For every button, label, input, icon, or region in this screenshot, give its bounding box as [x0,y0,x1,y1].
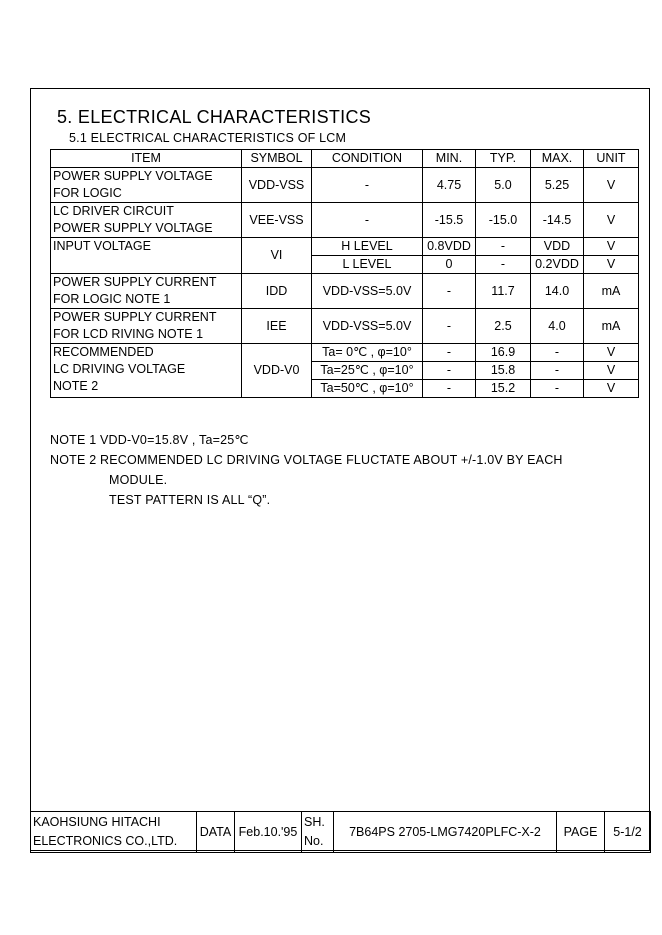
note-2: NOTE 2 RECOMMENDED LC DRIVING VOLTAGE FLUCTATE ABOUT +/-1.0V BY EACH [50,453,563,467]
table-row [51,168,639,203]
item-line: LC DRIVING VOLTAGE [53,362,186,376]
company-line: ELECTRONICS CO.,LTD. [33,834,178,848]
header-condition: CONDITION [312,150,423,168]
sheet-label-line: No. [304,834,324,848]
typ-cell: 15.2 [476,380,531,398]
item-cell: INPUT VOLTAGE [51,238,242,274]
header-min: MIN. [423,150,476,168]
condition-cell: L LEVEL [312,256,423,274]
symbol-cell: VI [242,238,312,274]
item-line: RECOMMENDED [53,345,154,359]
min-cell: - [423,344,476,362]
max-cell: - [531,380,584,398]
symbol-cell: IEE [242,309,312,344]
unit-cell: V [584,203,639,238]
condition-cell: - [312,203,423,238]
min-cell: - [423,362,476,380]
header-item: ITEM [51,150,242,168]
company-line: KAOHSIUNG HITACHI [33,815,161,829]
table-row [51,344,639,362]
symbol-cell: VDD-V0 [242,344,312,398]
table-header-row [51,150,639,168]
item-cell [51,168,242,203]
table-row [51,203,639,238]
table-row [51,274,639,309]
item-line: POWER SUPPLY CURRENT [53,310,217,324]
min-cell: 4.75 [423,168,476,203]
header-max: MAX. [531,150,584,168]
max-cell: VDD [531,238,584,256]
min-cell: 0 [423,256,476,274]
item-line: NOTE 2 [53,379,99,393]
typ-cell: 2.5 [476,309,531,344]
unit-cell: V [584,344,639,362]
min-cell: - [423,380,476,398]
electrical-characteristics-table [50,149,639,398]
item-cell [51,309,242,344]
condition-cell: Ta= 0℃ , φ=10° [312,344,423,362]
company-name [31,812,197,853]
max-cell: 5.25 [531,168,584,203]
page-label: PAGE [557,812,605,853]
typ-cell: 11.7 [476,274,531,309]
unit-cell: mA [584,309,639,344]
issue-date: Feb.10.'95 [235,812,302,853]
item-cell [51,344,242,398]
item-line: LC DRIVER CIRCUIT [53,204,174,218]
typ-cell: -15.0 [476,203,531,238]
item-line: POWER SUPPLY VOLTAGE [53,169,213,183]
max-cell: -14.5 [531,203,584,238]
item-cell [51,203,242,238]
page-number: 5-1/2 [605,812,651,853]
min-cell: - [423,309,476,344]
unit-cell: mA [584,274,639,309]
footer-title-block [30,811,651,853]
item-line: POWER SUPPLY CURRENT [53,275,217,289]
subsection-title: 5.1 ELECTRICAL CHARACTERISTICS OF LCM [69,131,347,145]
min-cell: - [423,274,476,309]
sheet-label-line: SH. [304,815,325,829]
symbol-cell: VDD-VSS [242,168,312,203]
unit-cell: V [584,256,639,274]
typ-cell: 5.0 [476,168,531,203]
typ-cell: 16.9 [476,344,531,362]
min-cell: -15.5 [423,203,476,238]
unit-cell: V [584,168,639,203]
symbol-cell: VEE-VSS [242,203,312,238]
item-line: POWER SUPPLY VOLTAGE [53,221,213,235]
typ-cell: 15.8 [476,362,531,380]
min-cell: 0.8VDD [423,238,476,256]
header-symbol: SYMBOL [242,150,312,168]
unit-cell: V [584,362,639,380]
symbol-cell: IDD [242,274,312,309]
section-title: 5. ELECTRICAL CHARACTERISTICS [57,107,372,127]
max-cell: 4.0 [531,309,584,344]
document-number: 7B64PS 2705-LMG7420PLFC-X-2 [334,812,557,853]
condition-cell: Ta=25℃ , φ=10° [312,362,423,380]
condition-cell: VDD-VSS=5.0V [312,274,423,309]
table-row [51,309,639,344]
unit-cell: V [584,238,639,256]
typ-cell: - [476,238,531,256]
max-cell: 0.2VDD [531,256,584,274]
condition-cell: H LEVEL [312,238,423,256]
typ-cell: - [476,256,531,274]
sheet-number-label [302,812,334,853]
table-row [51,238,639,256]
note-2-test-pattern: TEST PATTERN IS ALL “Q”. [109,493,271,507]
condition-cell: Ta=50℃ , φ=10° [312,380,423,398]
condition-cell: - [312,168,423,203]
note-1: NOTE 1 VDD-V0=15.8V , Ta=25℃ [50,433,249,447]
item-cell [51,274,242,309]
item-line: FOR LOGIC [53,186,122,200]
item-line: FOR LCD RIVING NOTE 1 [53,327,204,341]
note-2-continuation: MODULE. [109,473,168,487]
header-unit: UNIT [584,150,639,168]
max-cell: 14.0 [531,274,584,309]
max-cell: - [531,344,584,362]
data-label: DATA [197,812,235,853]
header-typ: TYP. [476,150,531,168]
item-line: FOR LOGIC NOTE 1 [53,292,171,306]
max-cell: - [531,362,584,380]
condition-cell: VDD-VSS=5.0V [312,309,423,344]
unit-cell: V [584,380,639,398]
